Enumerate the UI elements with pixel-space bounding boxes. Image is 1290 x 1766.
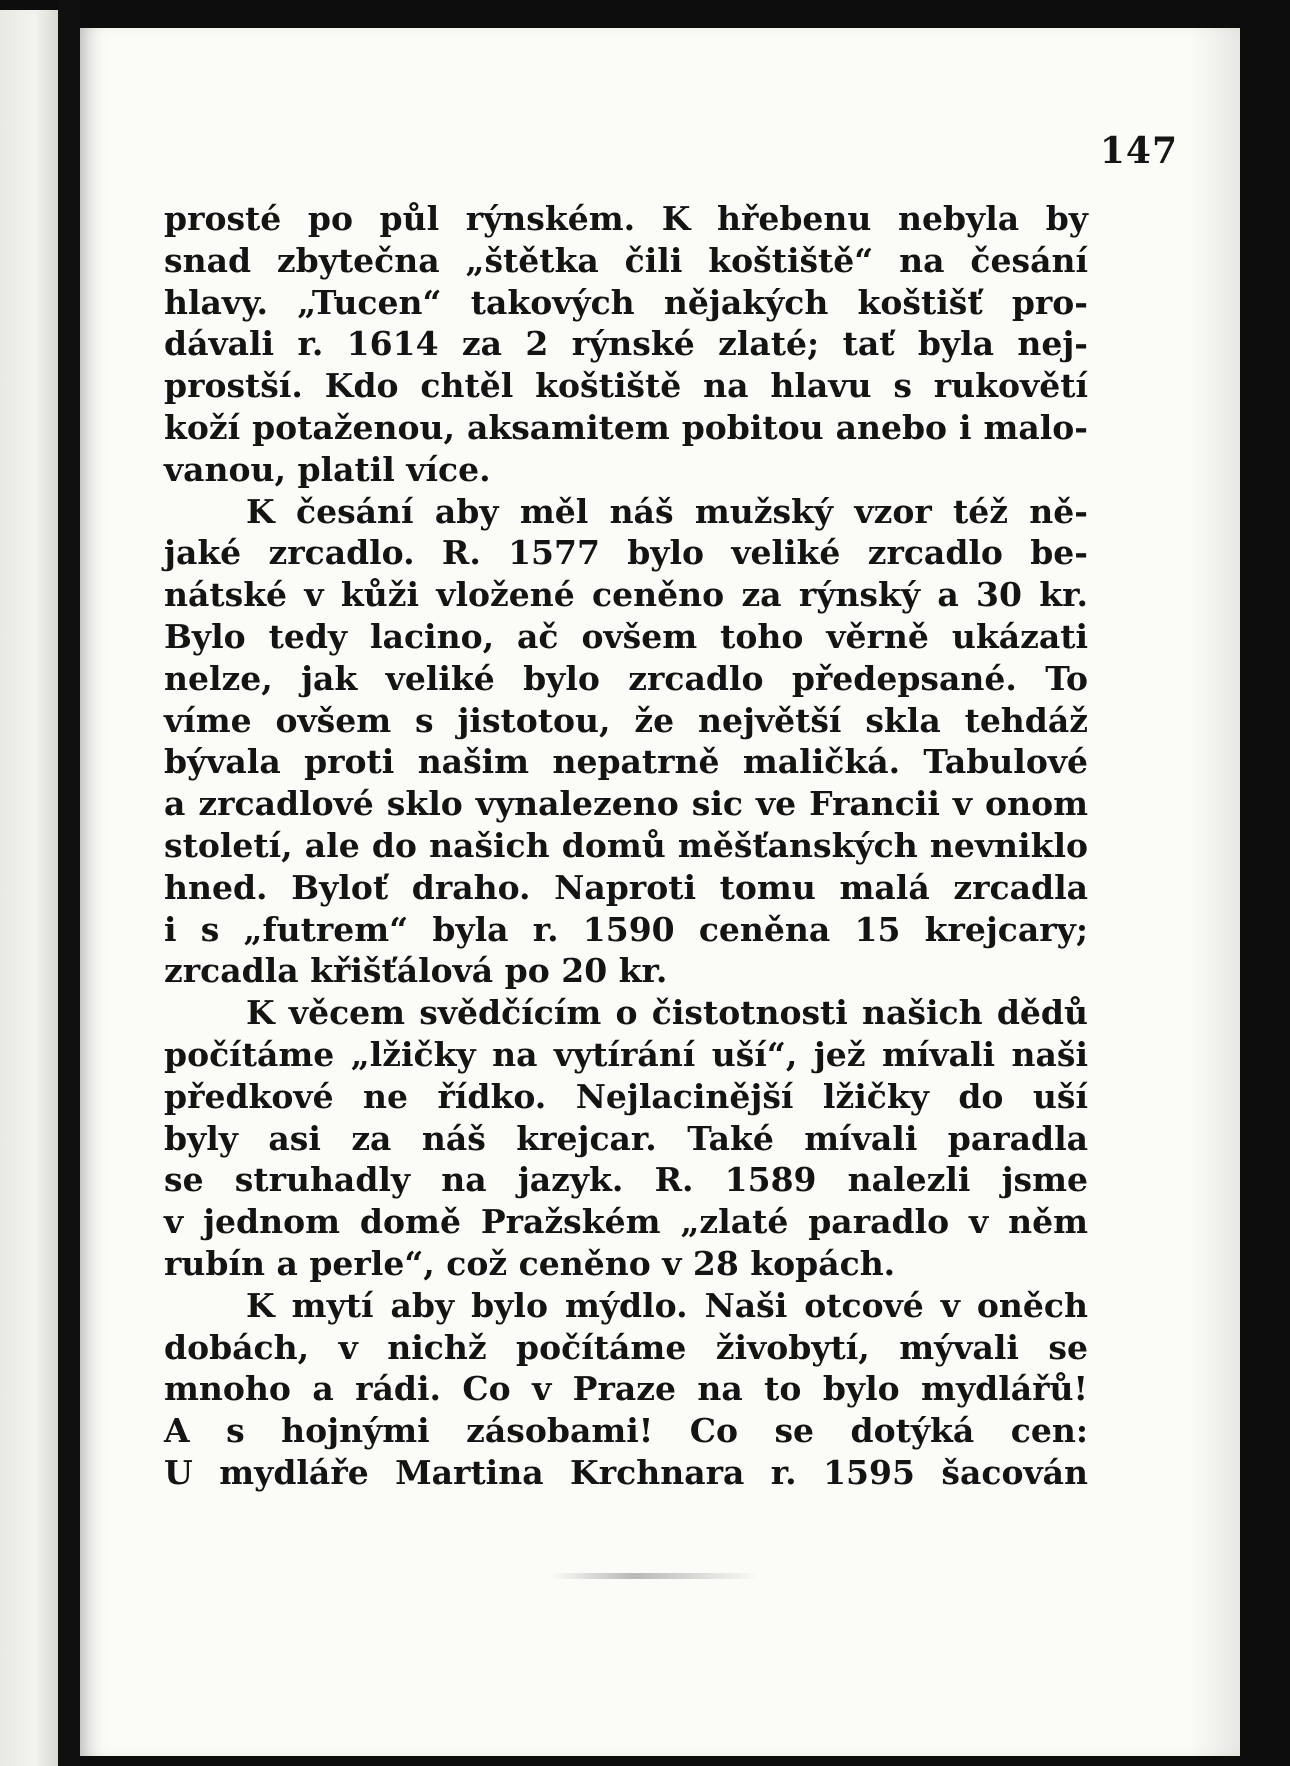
page-number: 147 [1099,130,1178,172]
paragraph-start-line: K věcem svědčícím o čistotnosti našich dědů [246,993,1088,1033]
text-line: počítáme „lžičky na vytírání uší“, jež mívali naši [164,1034,1088,1074]
text-line: století, ale do našich domů měšťanských nevniklo [164,825,1088,865]
text-line: nelze, jak veliké bylo zrcadlo předepsané. To [164,658,1088,698]
text-line: dobách, v nichž počítáme živobytí, mývali se [164,1327,1088,1367]
text-line: jaké zrcadlo. R. 1577 bylo veliké zrcadlo be- [164,533,1088,573]
text-line: rubín a perle“, což ceněno v 28 kopách. [164,1243,896,1283]
text-line: i s „futrem“ byla r. 1590 ceněna 15 krejcary; [164,909,1088,949]
print-smudge [550,1573,760,1579]
text-line: zrcadla křišťálová po 20 kr. [164,951,668,991]
book-page [80,28,1240,1756]
text-line: prosté po půl rýnském. K hřebenu nebyla by [164,199,1088,238]
text-line: hned. Byloť draho. Naproti tomu malá zrcadla [164,867,1088,907]
text-line: A s hojnými zásobami! Co se dotýká cen: [164,1411,1088,1451]
text-line: a zrcadlové sklo vynalezeno sic ve Francii v onom [164,784,1088,824]
text-line: předkové ne řídko. Nejlacinější lžičky do uší [164,1076,1088,1116]
text-line: se struhadly na jazyk. R. 1589 nalezli jsme [164,1160,1088,1200]
text-line: nátské v kůži vložené ceněno za rýnský a 30 kr. [164,575,1088,615]
text-line: prostší. Kdo chtěl koštiště na hlavu s rukovětí [164,366,1088,406]
text-line: v jednom domě Pražském „zlaté paradlo v něm [164,1202,1088,1242]
text-line: víme ovšem s jistotou, že největší skla tehdáž [164,700,1088,740]
paragraph-start-line: K česání aby měl náš mužský vzor též ně- [246,491,1088,531]
text-line: dávali r. 1614 za 2 rýnské zlaté; tať byla nej- [164,324,1088,364]
body-text [164,198,1088,1494]
text-line: hlavy. „Tucen“ takových nějakých koštišť pro- [164,282,1088,322]
text-line: byly asi za náš krejcar. Také mívali paradla [164,1118,1088,1158]
text-line: U mydláře Martina Krchnara r. 1595 šacován [164,1452,1088,1492]
text-line: vanou, platil více. [164,449,491,489]
text-line: snad zbytečna „štětka čili koštiště“ na česání [164,240,1088,280]
text-line: Bylo tedy lacino, ač ovšem toho věrně ukázati [164,616,1088,656]
page-edge-shadow [1190,28,1240,1756]
text-line: mnoho a rádi. Co v Praze na to bylo mydlářů! [164,1369,1088,1409]
paragraph-start-line: K mytí aby bylo mýdlo. Naši otcové v oněch [246,1285,1088,1325]
book-binding-gutter [58,0,80,1766]
text-line: bývala proti našim nepatrně maličká. Tabulové [164,742,1088,782]
previous-page-edge [0,10,58,1766]
text-line: koží potaženou, aksamitem pobitou anebo i malo- [164,407,1088,447]
